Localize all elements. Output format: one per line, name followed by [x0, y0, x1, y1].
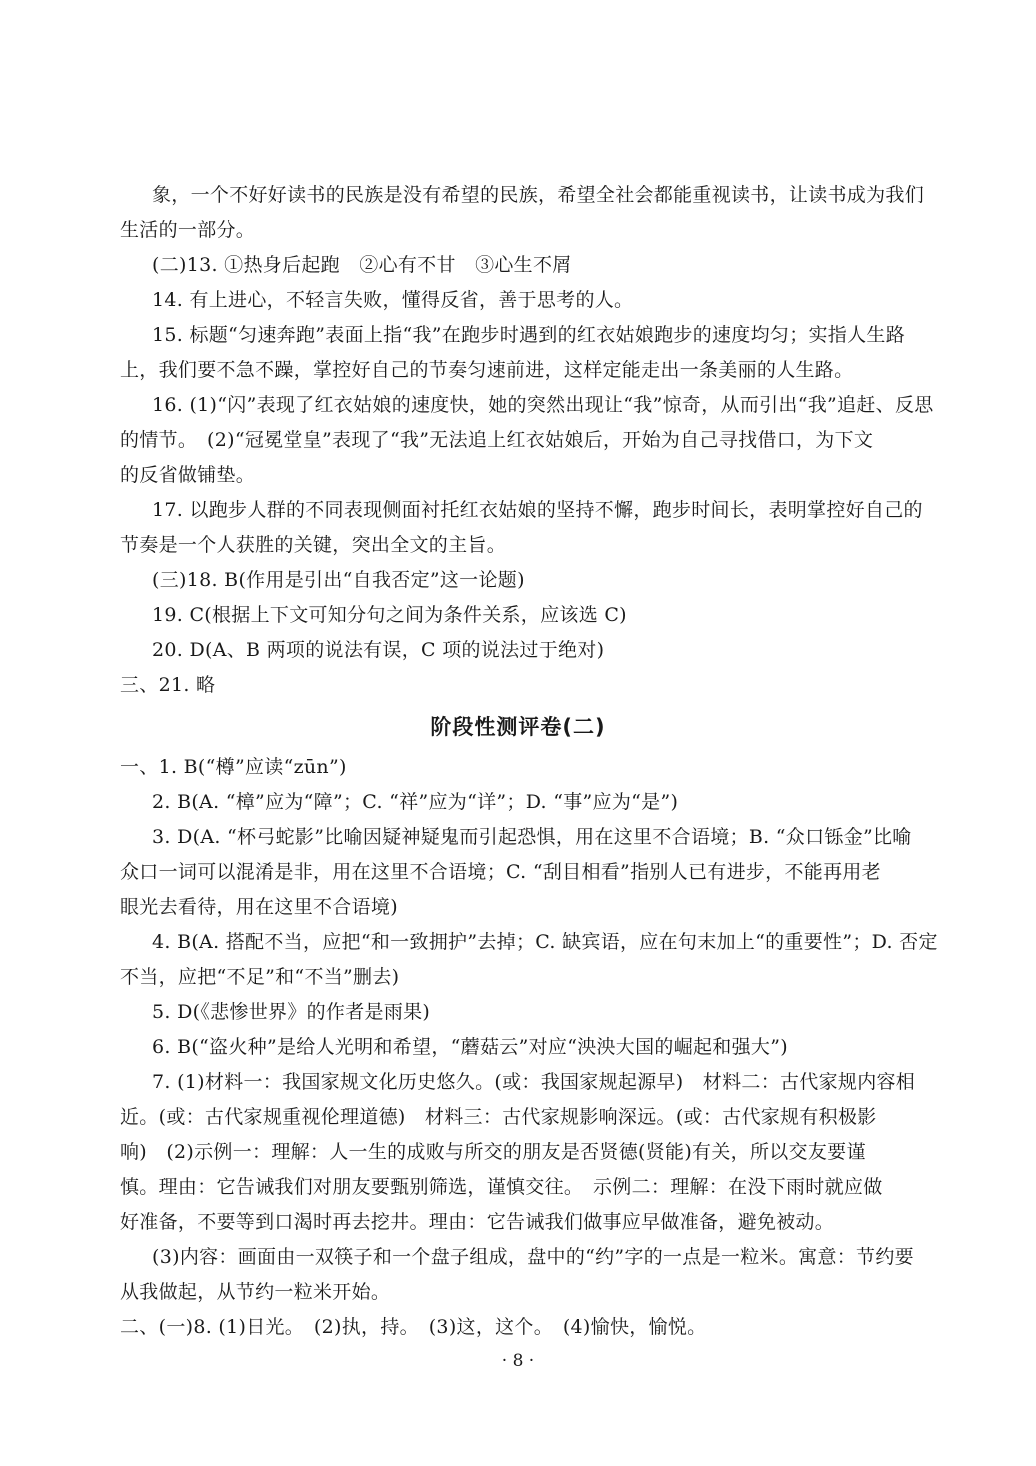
text-line: 慎。理由：它告诫我们对朋友要甄别筛选，谨慎交往。 示例二：理解：在没下雨时就应做 — [120, 1176, 883, 1198]
text-line: 4. B(A. 搭配不当，应把“和一致拥护”去掉；C. 缺宾语，应在句末加上“的重要性”；D. 否定 — [152, 931, 938, 953]
text-line: 眼光去看待，用在这里不合语境) — [120, 896, 398, 918]
text-line: 众口一词可以混淆是非，用在这里不合语境；C. “刮目相看”指别人已有进步，不能再用老 — [120, 861, 881, 883]
text-line: 16. (1)“闪”表现了红衣姑娘的速度快，她的突然出现让“我”惊奇，从而引出“我”追赶、反思 — [152, 394, 934, 416]
text-line: 3. D(A. “杯弓蛇影”比喻因疑神疑鬼而引起恐惧，用在这里不合语境；B. “众口铄金”比喻 — [152, 826, 912, 848]
text-line: 一、1. B(“樽”应读“zūn”) — [120, 756, 347, 778]
text-line: 好准备，不要等到口渴时再去挖井。理由：它告诫我们做事应早做准备，避免被动。 — [120, 1211, 835, 1233]
text-line: 节奏是一个人获胜的关键，突出全文的主旨。 — [120, 534, 507, 556]
text-line: 的情节。 (2)“冠冕堂皇”表现了“我”无法追上红衣姑娘后，开始为自己寻找借口，为下文 — [120, 429, 874, 451]
text-line: 生活的一部分。 — [120, 219, 256, 241]
text-line: 二、(一)8. (1)日光。 (2)执，持。 (3)这，这个。 (4)愉快，愉悦。 — [120, 1316, 707, 1338]
text-line: 从我做起，从节约一粒米开始。 — [120, 1281, 391, 1303]
text-line: 三、21. 略 — [120, 674, 216, 696]
text-line: 象，一个不好好读书的民族是没有希望的民族，希望全社会都能重视读书，让读书成为我们 — [152, 184, 925, 206]
section-title: 阶段性测评卷(二) — [430, 715, 606, 739]
text-line: 17. 以跑步人群的不同表现侧面衬托红衣姑娘的坚持不懈，跑步时间长，表明掌控好自己的 — [152, 499, 923, 521]
text-line: (3)内容：画面由一双筷子和一个盘子组成，盘中的“约”字的一点是一粒米。寓意：节约要 — [152, 1246, 914, 1268]
text-line: 不当，应把“不足”和“不当”删去) — [120, 966, 400, 988]
text-line: 近。(或：古代家规重视伦理道德) 材料三：古代家规影响深远。(或：古代家规有积极影 — [120, 1106, 877, 1128]
text-line: (二)13. ①热身后起跑 ②心有不甘 ③心生不屑 — [152, 254, 572, 276]
text-line: 2. B(A. “樟”应为“障”；C. “祥”应为“详”；D. “事”应为“是”) — [152, 791, 679, 813]
text-line: 5. D(《悲惨世界》的作者是雨果) — [152, 1001, 431, 1023]
page-number: · 8 · — [501, 1351, 535, 1371]
text-line: 15. 标题“匀速奔跑”表面上指“我”在跑步时遇到的红衣姑娘跑步的速度均匀；实指人生路 — [152, 324, 906, 346]
text-line: 的反省做铺垫。 — [120, 464, 256, 486]
text-line: (三)18. B(作用是引出“自我否定”这一论题) — [152, 569, 525, 591]
text-line: 上，我们要不急不躁，掌控好自己的节奏匀速前进，这样定能走出一条美丽的人生路。 — [120, 359, 854, 381]
text-line: 19. C(根据上下文可知分句之间为条件关系，应该选 C) — [152, 604, 627, 626]
text-line: 6. B(“盗火种”是给人光明和希望，“蘑菇云”对应“泱泱大国的崛起和强大”) — [152, 1036, 788, 1058]
text-line: 14. 有上进心，不轻言失败，懂得反省，善于思考的人。 — [152, 289, 634, 311]
text-line: 响) (2)示例一：理解：人一生的成败与所交的朋友是否贤德(贤能)有关，所以交友要谨 — [120, 1141, 866, 1163]
text-line: 7. (1)材料一：我国家规文化历史悠久。(或：我国家规起源早) 材料二：古代家规内容相 — [152, 1071, 916, 1093]
text-line: 20. D(A、B 两项的说法有误，C 项的说法过于绝对) — [152, 639, 605, 661]
